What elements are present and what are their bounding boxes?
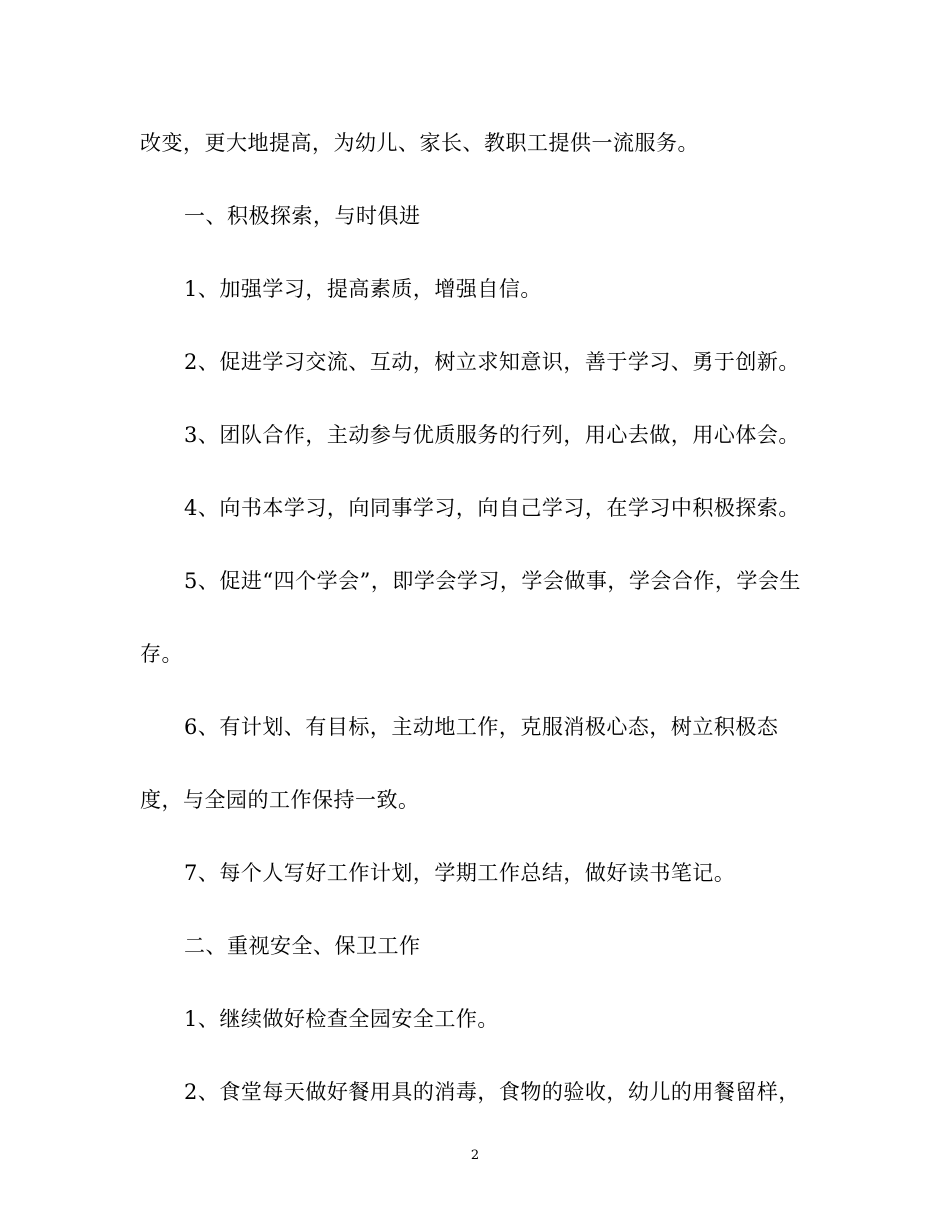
list-item-2-2: 2、食堂每天做好餐用具的消毒，食物的验收，幼儿的用餐留样，	[184, 1080, 800, 1104]
section-heading-1: 一、积极探索，与时俱进	[184, 204, 421, 228]
list-item-2-1: 1、继续做好检查全园安全工作。	[184, 1007, 499, 1031]
list-item-1-5: 5、促进“四个学会”，即学会学习，学会做事，学会合作，学会生	[184, 569, 801, 593]
list-item-1-3: 3、团队合作，主动参与优质服务的行列，用心去做，用心体会。	[184, 423, 800, 447]
list-item-1-7: 7、每个人写好工作计划，学期工作总结，做好读书笔记。	[184, 861, 736, 885]
list-item-1-5-continuation: 存。	[140, 642, 183, 666]
list-item-1-4: 4、向书本学习，向同事学习，向自己学习，在学习中积极探索。	[184, 496, 800, 520]
page-number: 2	[470, 1148, 480, 1163]
list-item-1-6-continuation: 度，与全园的工作保持一致。	[140, 788, 420, 812]
paragraph-continuation: 改变，更大地提高，为幼儿、家长、教职工提供一流服务。	[140, 131, 699, 155]
list-item-1-1: 1、加强学习，提高素质，增强自信。	[184, 277, 542, 301]
list-item-1-2: 2、促进学习交流、互动，树立求知意识，善于学习、勇于创新。	[184, 350, 800, 374]
section-heading-2: 二、重视安全、保卫工作	[184, 934, 421, 958]
list-item-1-6: 6、有计划、有目标，主动地工作，克服消极心态，树立积极态	[184, 715, 779, 739]
